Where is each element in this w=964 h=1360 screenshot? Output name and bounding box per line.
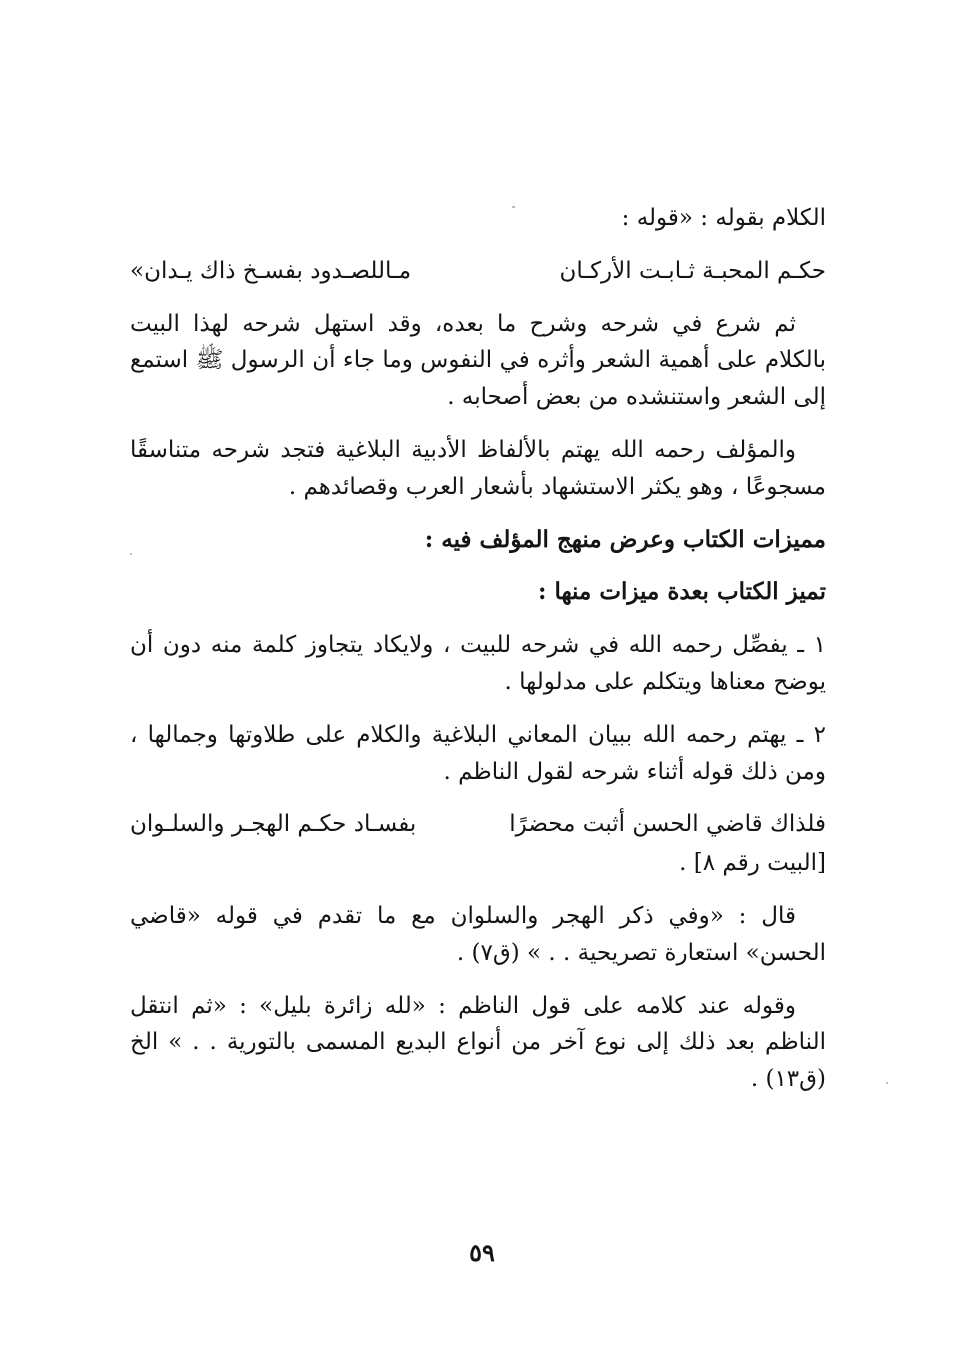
intro-line: الكلام بقوله : «قوله : xyxy=(621,205,826,231)
subsection-heading: تميز الكتاب بعدة ميزات منها : xyxy=(537,578,826,606)
verse-2-first-hemistich: فلذاك قاضي الحسن أثبت محضرًا xyxy=(509,811,826,838)
scan-speck xyxy=(130,553,132,555)
quote-1: قال : «وفي ذكر الهجر والسلوان مع ما تقدم في قوله «قاضي الحسن» استعارة تصريحية . . » (ق٧) . xyxy=(130,902,826,966)
feature-2: ٢ ـ يهتم رحمه الله ببيان المعاني البلاغية والكلام على طلاوتها وجمالها ، ومن ذلك قوله أثناء شرحه لقول الناظم . xyxy=(130,721,826,785)
scan-speck xyxy=(886,1082,888,1084)
scan-speck xyxy=(512,206,515,208)
quote-2: وقوله عند كلامه على قول الناظم : «لله زائرة بليل» : «ثم انتقل الناظم بعد ذلك إلى نوع آخر من أنواع البديع المسمى بالتورية . . » الخ (ق١٣) . xyxy=(130,992,826,1093)
verse-1-first-hemistich: حكـم المحبـة ثـابـت الأركـان xyxy=(559,257,826,284)
verse-1 xyxy=(130,253,826,290)
verse-2-reference: [البيت رقم ٨] . xyxy=(679,850,826,877)
verse-2 xyxy=(130,806,826,843)
paragraph-1: ثم شرع في شرحه وشرح ما بعده، وقد استهل شرحه لهذا البيت بالكلام على أهمية الشعر وأثره في النفوس وما جاء أن الرسول ﷺ استمع إلى الشعر واستنشده من بعض أصحابه . xyxy=(130,310,826,411)
page-number: ٥٩ xyxy=(469,1238,495,1267)
feature-1: ١ ـ يفصِّل رحمه الله في شرحه للبيت ، ولايكاد يتجاوز كلمة منه دون أن يوضح معناها ويتكلم على مدلولها . xyxy=(130,632,826,695)
verse-2-second-hemistich: بفسـاد حكـم الهجـر والسلـوان xyxy=(130,811,417,838)
page-body xyxy=(130,200,826,1114)
verse-1-second-hemistich: مـاللصـدود بفسـخ ذاك يـدان» xyxy=(130,257,412,284)
section-heading: مميزات الكتاب وعرض منهج المؤلف فيه : xyxy=(424,525,826,553)
paragraph-2: والمؤلف رحمه الله يهتم بالألفاظ الأدبية البلاغية فتجد شرحه متناسقًا مسجوعًا ، وهو يكثر الاستشهاد بأشعار العرب وقصائدهم . xyxy=(130,436,826,500)
